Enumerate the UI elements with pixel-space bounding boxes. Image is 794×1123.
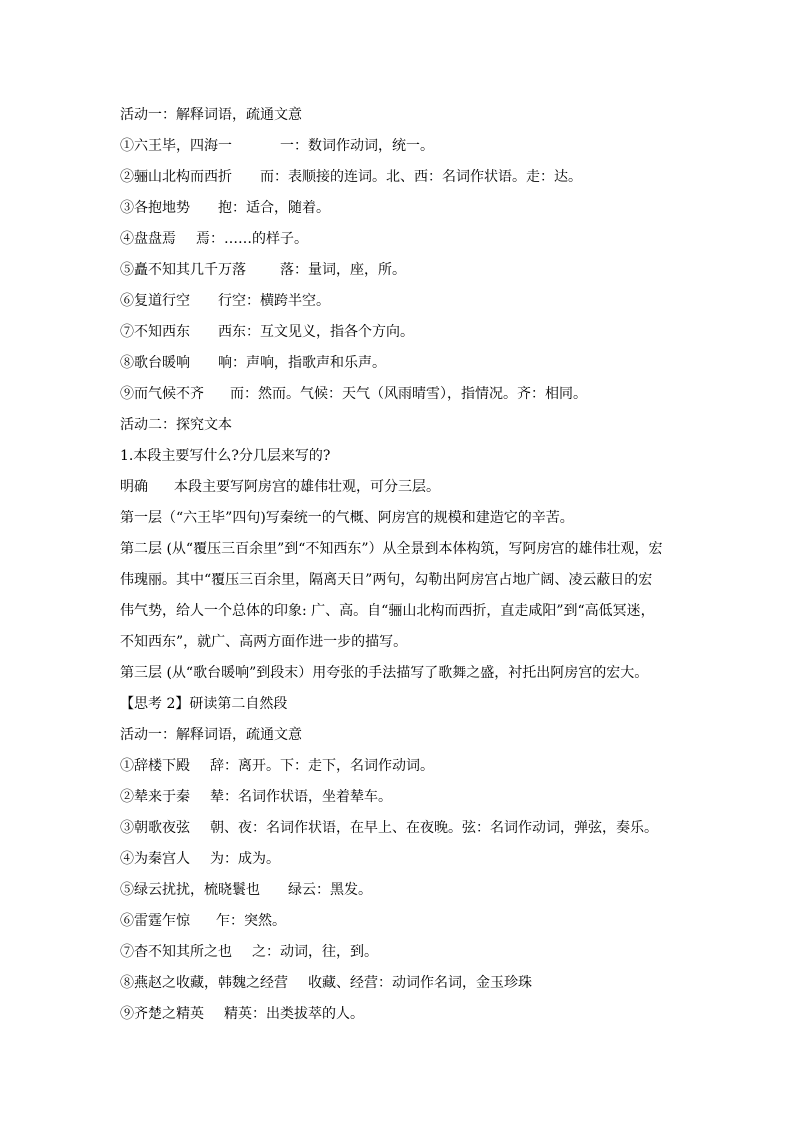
- vocab-item: [120, 379, 665, 410]
- vocab-definition: 精英：出类拔萃的人。: [224, 1006, 364, 1022]
- activity1-title: 活动一：解释词语，疏通文意: [120, 107, 302, 123]
- document-page: [120, 100, 665, 1030]
- answer-line: [120, 472, 665, 503]
- vocab-term: ①辞楼下殿: [120, 758, 190, 774]
- vocab-definition: 收藏、经营：动词作名词，金玉珍珠: [308, 975, 532, 991]
- vocab-item: [120, 751, 665, 782]
- vocab-definition: 西东：互文见义，指各个方向。: [218, 324, 414, 340]
- vocab-item: [120, 875, 665, 906]
- think-2-heading: 【思考 2】研读第二自然段: [120, 696, 288, 712]
- vocab-definition: 抱：适合，随着。: [218, 200, 330, 216]
- vocab-definition: 行空：横跨半空。: [218, 293, 330, 309]
- vocab-term: ⑥雷霆乍惊: [120, 913, 190, 929]
- vocab-term: ④盘盘焉: [120, 231, 176, 247]
- vocab-definition: 响：声响，指歌声和乐声。: [218, 355, 386, 371]
- layer-2-paragraph: 第二层 (从“覆压三百余里”到“不知西东”）从全景到本体构筑，写阿房宫的雄伟壮观，宏伟瑰丽。其中“覆压三百余里，隔离天日”两句，勾勒出阿房宫占地广阔、凌云蔽日的宏伟气势，给人一个总体的印象: 广、高。自“骊山北构而西折，直走咸阳”到“高低冥迷，不知西东”，就广、高两方面作进一步的描写。: [120, 541, 663, 650]
- vocab-term: ②辇来于秦: [120, 789, 190, 805]
- answer-text: 本段主要写阿房宫的雄伟壮观，可分三层。: [174, 479, 440, 495]
- vocab-definition: 辇：名词作状语，坐着辇车。: [210, 789, 392, 805]
- vocab-term: ⑥复道行空: [120, 293, 190, 309]
- vocab-definition: 乍：突然。: [216, 913, 286, 929]
- vocab-term: ⑤绿云扰扰，梳晓鬟也: [120, 882, 260, 898]
- s2-activity1-title: 活动一：解释词语，疏通文意: [120, 727, 302, 743]
- vocab-item: [120, 348, 665, 379]
- vocab-definition: 一：数词作动词，统一。: [280, 138, 434, 154]
- vocab-definition: 辞：离开。下：走下，名词作动词。: [210, 758, 434, 774]
- vocab-item: [120, 906, 665, 937]
- vocab-term: ③各抱地势: [120, 200, 190, 216]
- question-1: 1.本段主要写什么?分几层来写的?: [120, 448, 331, 464]
- vocab-definition: 为：成为。: [210, 851, 280, 867]
- vocab-term: ③朝歌夜弦: [120, 820, 190, 836]
- vocab-item: [120, 317, 665, 348]
- layer-1-paragraph: 第一层（“六王毕”四句)写秦统一的气概、阿房宫的规模和建造它的辛苦。: [120, 510, 574, 526]
- vocab-item: [120, 162, 665, 193]
- vocab-term: ⑧歌台暖响: [120, 355, 190, 371]
- vocab-term: ①六王毕，四海一: [120, 138, 232, 154]
- vocab-definition: 焉：……的样子。: [196, 231, 308, 247]
- s1-vocab-list: [120, 131, 665, 410]
- vocab-definition: 朝、夜：名词作状语，在早上、在夜晚。弦：名词作动词，弹弦，奏乐。: [210, 820, 658, 836]
- answer-label: 明确: [120, 479, 148, 495]
- s2-vocab-list: [120, 751, 665, 1030]
- activity2-title: 活动二：探究文本: [120, 417, 232, 433]
- vocab-item: [120, 937, 665, 968]
- vocab-item: [120, 224, 665, 255]
- vocab-term: ②骊山北构而西折: [120, 169, 232, 185]
- vocab-term: ⑨而气候不齐: [120, 386, 204, 402]
- vocab-term: ⑦不知西东: [120, 324, 190, 340]
- vocab-term: ⑦杳不知其所之也: [120, 944, 232, 960]
- vocab-definition: 而：表顺接的连词。北、西：名词作状语。走：达。: [260, 169, 582, 185]
- vocab-definition: 绿云：黑发。: [288, 882, 372, 898]
- vocab-item: [120, 286, 665, 317]
- vocab-definition: 之：动词，往，到。: [252, 944, 378, 960]
- vocab-term: ⑧燕赵之收藏，韩魏之经营: [120, 975, 288, 991]
- vocab-term: ④为秦宫人: [120, 851, 190, 867]
- vocab-term: ⑨齐楚之精英: [120, 1006, 204, 1022]
- vocab-item: [120, 968, 665, 999]
- vocab-definition: 落：量词，座，所。: [280, 262, 406, 278]
- vocab-item: [120, 193, 665, 224]
- vocab-item: [120, 782, 665, 813]
- vocab-item: [120, 844, 665, 875]
- vocab-term: ⑤矗不知其几千万落: [120, 262, 246, 278]
- vocab-item: [120, 131, 665, 162]
- vocab-item: [120, 813, 665, 844]
- layer-3-paragraph: 第三层 (从“歌台暖响”到段末）用夸张的手法描写了歌舞之盛，衬托出阿房宫的宏大。: [120, 665, 649, 681]
- vocab-item: [120, 999, 665, 1030]
- vocab-item: [120, 255, 665, 286]
- vocab-definition: 而：然而。气候：天气（风雨晴雪），指情况。齐：相同。: [230, 386, 587, 402]
